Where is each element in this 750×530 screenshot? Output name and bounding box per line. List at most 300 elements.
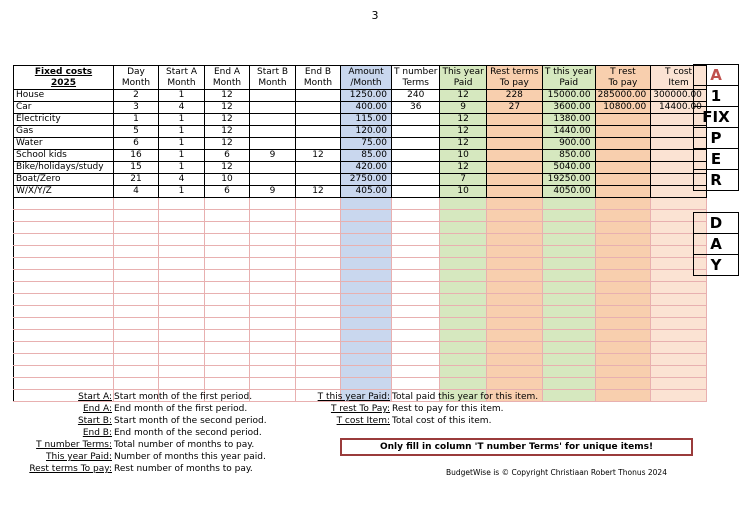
table-cell[interactable] — [296, 222, 341, 234]
table-cell[interactable] — [542, 198, 595, 210]
table-cell[interactable]: 10 — [205, 174, 250, 186]
table-cell[interactable] — [486, 246, 542, 258]
table-cell[interactable] — [392, 186, 440, 198]
table-cell[interactable] — [440, 258, 486, 270]
table-cell[interactable] — [542, 282, 595, 294]
table-cell[interactable] — [440, 366, 486, 378]
table-cell[interactable] — [341, 318, 392, 330]
table-cell[interactable] — [392, 306, 440, 318]
table-cell[interactable] — [651, 366, 707, 378]
table-cell[interactable]: 1440.00 — [542, 126, 595, 138]
table-cell[interactable] — [296, 306, 341, 318]
table-cell[interactable] — [159, 222, 205, 234]
table-cell[interactable] — [486, 114, 542, 126]
table-cell[interactable] — [205, 366, 250, 378]
table-cell[interactable]: 10 — [440, 150, 486, 162]
table-cell[interactable] — [159, 234, 205, 246]
table-cell[interactable]: 15000.00 — [542, 90, 595, 102]
table-cell[interactable] — [595, 282, 651, 294]
table-cell[interactable] — [296, 90, 341, 102]
table-cell[interactable] — [392, 318, 440, 330]
table-cell[interactable] — [341, 354, 392, 366]
table-cell[interactable] — [542, 318, 595, 330]
table-cell[interactable] — [651, 318, 707, 330]
table-cell[interactable] — [595, 186, 651, 198]
table-cell[interactable]: 12 — [205, 138, 250, 150]
table-cell[interactable] — [14, 330, 114, 342]
table-cell[interactable]: 1 — [159, 114, 205, 126]
table-cell[interactable] — [205, 318, 250, 330]
table-cell[interactable] — [159, 318, 205, 330]
table-cell[interactable] — [114, 318, 159, 330]
table-cell[interactable]: 4050.00 — [542, 186, 595, 198]
table-cell[interactable] — [341, 210, 392, 222]
table-cell[interactable] — [250, 114, 296, 126]
table-cell[interactable] — [159, 354, 205, 366]
table-cell[interactable]: 12 — [296, 186, 341, 198]
table-cell[interactable]: 4 — [159, 102, 205, 114]
table-cell[interactable] — [392, 114, 440, 126]
table-cell[interactable]: 14400.00 — [651, 102, 707, 114]
table-cell[interactable] — [392, 330, 440, 342]
table-cell[interactable] — [159, 282, 205, 294]
table-cell[interactable] — [14, 366, 114, 378]
table-cell[interactable] — [392, 210, 440, 222]
table-cell[interactable] — [114, 210, 159, 222]
table-cell[interactable] — [250, 282, 296, 294]
table-cell[interactable] — [159, 246, 205, 258]
table-cell[interactable] — [159, 210, 205, 222]
table-cell[interactable]: 3 — [114, 102, 159, 114]
table-cell[interactable] — [440, 330, 486, 342]
table-cell[interactable] — [14, 306, 114, 318]
table-cell[interactable] — [296, 294, 341, 306]
table-cell[interactable] — [114, 354, 159, 366]
table-cell[interactable] — [486, 174, 542, 186]
table-cell[interactable] — [440, 342, 486, 354]
table-cell[interactable] — [250, 306, 296, 318]
table-cell[interactable] — [542, 306, 595, 318]
table-cell[interactable] — [341, 222, 392, 234]
table-cell[interactable] — [205, 198, 250, 210]
table-cell[interactable] — [14, 210, 114, 222]
table-cell[interactable] — [341, 306, 392, 318]
table-cell[interactable] — [440, 294, 486, 306]
table-cell[interactable] — [595, 306, 651, 318]
table-cell[interactable] — [250, 210, 296, 222]
table-cell[interactable] — [595, 210, 651, 222]
table-cell[interactable] — [392, 342, 440, 354]
table-cell[interactable] — [542, 258, 595, 270]
table-cell[interactable]: 6 — [205, 186, 250, 198]
table-cell[interactable] — [296, 330, 341, 342]
table-cell[interactable]: 900.00 — [542, 138, 595, 150]
table-cell[interactable] — [250, 354, 296, 366]
table-cell[interactable] — [486, 150, 542, 162]
table-cell[interactable]: 10800.00 — [595, 102, 651, 114]
table-cell[interactable]: 405.00 — [341, 186, 392, 198]
table-cell[interactable] — [250, 234, 296, 246]
table-cell[interactable] — [14, 342, 114, 354]
table-cell[interactable] — [341, 330, 392, 342]
table-cell[interactable] — [595, 294, 651, 306]
table-cell[interactable] — [114, 222, 159, 234]
table-cell[interactable] — [486, 330, 542, 342]
table-cell[interactable] — [486, 354, 542, 366]
table-cell[interactable]: 1 — [159, 90, 205, 102]
table-cell[interactable] — [250, 258, 296, 270]
table-cell[interactable]: 4 — [114, 186, 159, 198]
table-cell[interactable] — [296, 114, 341, 126]
table-cell[interactable] — [159, 366, 205, 378]
table-cell[interactable] — [250, 294, 296, 306]
table-cell[interactable] — [486, 126, 542, 138]
table-cell[interactable] — [159, 306, 205, 318]
table-cell[interactable] — [250, 90, 296, 102]
table-cell[interactable] — [440, 282, 486, 294]
table-cell[interactable]: 1 — [159, 138, 205, 150]
table-cell[interactable] — [595, 318, 651, 330]
table-cell[interactable] — [341, 246, 392, 258]
table-cell[interactable] — [542, 294, 595, 306]
table-cell[interactable]: 6 — [114, 138, 159, 150]
table-cell[interactable]: 5040.00 — [542, 162, 595, 174]
table-cell[interactable] — [440, 378, 486, 390]
table-cell[interactable]: 120.00 — [341, 126, 392, 138]
table-cell[interactable] — [114, 270, 159, 282]
table-cell[interactable]: 9 — [250, 186, 296, 198]
table-cell[interactable] — [595, 114, 651, 126]
table-cell[interactable] — [392, 234, 440, 246]
table-cell[interactable] — [651, 378, 707, 390]
table-cell[interactable]: 12 — [440, 126, 486, 138]
table-cell[interactable]: 12 — [205, 102, 250, 114]
table-cell[interactable] — [296, 102, 341, 114]
table-cell[interactable] — [542, 390, 595, 402]
table-cell[interactable] — [296, 378, 341, 390]
table-cell[interactable] — [392, 126, 440, 138]
table-cell[interactable]: 228 — [486, 90, 542, 102]
table-cell[interactable] — [392, 354, 440, 366]
table-cell[interactable] — [114, 198, 159, 210]
table-cell[interactable] — [542, 222, 595, 234]
table-cell[interactable] — [486, 162, 542, 174]
table-cell[interactable] — [595, 162, 651, 174]
table-cell[interactable]: 1 — [159, 150, 205, 162]
table-cell[interactable] — [114, 378, 159, 390]
table-cell[interactable] — [205, 234, 250, 246]
table-cell[interactable] — [341, 282, 392, 294]
table-cell[interactable] — [486, 342, 542, 354]
table-cell[interactable]: 15 — [114, 162, 159, 174]
table-cell[interactable] — [205, 246, 250, 258]
table-cell[interactable]: 36 — [392, 102, 440, 114]
table-cell[interactable] — [341, 234, 392, 246]
table-cell[interactable] — [205, 210, 250, 222]
table-cell[interactable] — [114, 246, 159, 258]
table-cell[interactable] — [296, 366, 341, 378]
table-cell[interactable]: 400.00 — [341, 102, 392, 114]
table-cell[interactable] — [250, 174, 296, 186]
table-cell[interactable] — [159, 330, 205, 342]
table-cell[interactable]: 12 — [205, 126, 250, 138]
table-cell[interactable]: 300000.00 — [651, 90, 707, 102]
table-cell[interactable] — [296, 282, 341, 294]
table-cell[interactable] — [205, 222, 250, 234]
table-cell[interactable] — [159, 258, 205, 270]
table-cell[interactable]: 2750.00 — [341, 174, 392, 186]
table-cell[interactable] — [542, 246, 595, 258]
table-cell[interactable]: 7 — [440, 174, 486, 186]
table-cell[interactable] — [595, 390, 651, 402]
table-cell[interactable]: 6 — [205, 150, 250, 162]
table-cell[interactable] — [440, 222, 486, 234]
table-cell[interactable] — [595, 342, 651, 354]
table-cell[interactable]: 1 — [159, 126, 205, 138]
table-cell[interactable] — [341, 378, 392, 390]
table-cell[interactable]: 9 — [440, 102, 486, 114]
table-cell[interactable] — [250, 138, 296, 150]
table-cell[interactable]: Electricity — [14, 114, 114, 126]
table-cell[interactable] — [651, 294, 707, 306]
table-cell[interactable] — [296, 354, 341, 366]
table-cell[interactable] — [250, 198, 296, 210]
table-cell[interactable] — [595, 126, 651, 138]
table-cell[interactable] — [250, 378, 296, 390]
table-cell[interactable]: 2 — [114, 90, 159, 102]
table-cell[interactable] — [250, 270, 296, 282]
table-cell[interactable] — [14, 234, 114, 246]
table-cell[interactable] — [250, 222, 296, 234]
table-cell[interactable] — [159, 342, 205, 354]
table-cell[interactable]: Bike/holidays/study — [14, 162, 114, 174]
table-cell[interactable]: 85.00 — [341, 150, 392, 162]
table-cell[interactable]: 1 — [114, 114, 159, 126]
table-cell[interactable] — [159, 378, 205, 390]
table-cell[interactable] — [542, 366, 595, 378]
table-cell[interactable] — [14, 198, 114, 210]
table-cell[interactable] — [651, 354, 707, 366]
table-cell[interactable] — [542, 210, 595, 222]
table-cell[interactable] — [14, 258, 114, 270]
table-cell[interactable] — [486, 234, 542, 246]
table-cell[interactable] — [14, 222, 114, 234]
table-cell[interactable] — [595, 258, 651, 270]
table-cell[interactable]: 4 — [159, 174, 205, 186]
table-cell[interactable] — [651, 306, 707, 318]
table-cell[interactable] — [651, 390, 707, 402]
table-cell[interactable] — [542, 354, 595, 366]
table-cell[interactable] — [296, 234, 341, 246]
table-cell[interactable] — [392, 222, 440, 234]
table-cell[interactable] — [486, 306, 542, 318]
table-cell[interactable] — [595, 138, 651, 150]
table-cell[interactable] — [341, 366, 392, 378]
table-cell[interactable] — [159, 270, 205, 282]
table-cell[interactable] — [486, 378, 542, 390]
table-cell[interactable]: 12 — [205, 114, 250, 126]
table-cell[interactable]: 10 — [440, 186, 486, 198]
table-cell[interactable]: Gas — [14, 126, 114, 138]
table-cell[interactable] — [205, 270, 250, 282]
table-cell[interactable]: 3600.00 — [542, 102, 595, 114]
table-cell[interactable] — [440, 354, 486, 366]
table-cell[interactable] — [114, 282, 159, 294]
table-cell[interactable] — [341, 294, 392, 306]
table-cell[interactable] — [651, 282, 707, 294]
table-cell[interactable] — [392, 282, 440, 294]
table-cell[interactable] — [296, 246, 341, 258]
table-cell[interactable] — [542, 270, 595, 282]
table-cell[interactable] — [341, 270, 392, 282]
table-cell[interactable] — [296, 342, 341, 354]
table-cell[interactable]: 75.00 — [341, 138, 392, 150]
table-cell[interactable] — [296, 126, 341, 138]
table-cell[interactable] — [392, 270, 440, 282]
table-cell[interactable] — [486, 210, 542, 222]
table-cell[interactable] — [159, 294, 205, 306]
table-cell[interactable] — [296, 174, 341, 186]
table-cell[interactable] — [296, 258, 341, 270]
table-cell[interactable]: 27 — [486, 102, 542, 114]
table-cell[interactable] — [250, 126, 296, 138]
table-cell[interactable] — [296, 138, 341, 150]
table-cell[interactable]: 5 — [114, 126, 159, 138]
table-cell[interactable] — [114, 234, 159, 246]
table-cell[interactable] — [486, 198, 542, 210]
table-cell[interactable] — [595, 246, 651, 258]
table-cell[interactable] — [392, 366, 440, 378]
table-cell[interactable] — [205, 294, 250, 306]
table-cell[interactable] — [296, 270, 341, 282]
table-cell[interactable] — [595, 234, 651, 246]
table-cell[interactable] — [205, 354, 250, 366]
table-cell[interactable]: 420.00 — [341, 162, 392, 174]
table-cell[interactable] — [440, 306, 486, 318]
table-cell[interactable] — [440, 270, 486, 282]
table-cell[interactable] — [486, 318, 542, 330]
table-cell[interactable]: 9 — [250, 150, 296, 162]
table-cell[interactable]: Boat/Zero — [14, 174, 114, 186]
table-cell[interactable] — [651, 330, 707, 342]
table-cell[interactable] — [392, 162, 440, 174]
table-cell[interactable] — [392, 378, 440, 390]
table-cell[interactable] — [440, 198, 486, 210]
table-cell[interactable] — [595, 222, 651, 234]
table-cell[interactable]: 19250.00 — [542, 174, 595, 186]
table-cell[interactable]: Water — [14, 138, 114, 150]
table-cell[interactable] — [205, 282, 250, 294]
table-cell[interactable] — [250, 246, 296, 258]
table-cell[interactable] — [341, 342, 392, 354]
table-cell[interactable] — [14, 294, 114, 306]
table-cell[interactable] — [392, 258, 440, 270]
table-cell[interactable] — [392, 198, 440, 210]
table-cell[interactable] — [250, 102, 296, 114]
table-cell[interactable]: 12 — [296, 150, 341, 162]
table-cell[interactable] — [392, 150, 440, 162]
table-cell[interactable]: 850.00 — [542, 150, 595, 162]
table-cell[interactable]: 12 — [440, 138, 486, 150]
table-cell[interactable] — [296, 318, 341, 330]
table-cell[interactable] — [114, 366, 159, 378]
table-cell[interactable] — [14, 270, 114, 282]
table-cell[interactable]: 1 — [159, 162, 205, 174]
table-cell[interactable] — [14, 282, 114, 294]
table-cell[interactable] — [341, 198, 392, 210]
table-cell[interactable]: 1380.00 — [542, 114, 595, 126]
table-cell[interactable] — [296, 210, 341, 222]
table-cell[interactable] — [542, 378, 595, 390]
table-cell[interactable] — [250, 330, 296, 342]
table-cell[interactable]: 12 — [440, 162, 486, 174]
table-cell[interactable] — [595, 150, 651, 162]
table-cell[interactable] — [486, 138, 542, 150]
table-cell[interactable] — [595, 198, 651, 210]
table-cell[interactable] — [250, 342, 296, 354]
table-cell[interactable]: 12 — [205, 162, 250, 174]
table-cell[interactable] — [250, 366, 296, 378]
table-cell[interactable] — [14, 354, 114, 366]
table-cell[interactable]: 12 — [440, 90, 486, 102]
table-cell[interactable] — [250, 318, 296, 330]
table-cell[interactable] — [440, 246, 486, 258]
table-cell[interactable] — [486, 186, 542, 198]
table-cell[interactable] — [341, 258, 392, 270]
table-cell[interactable] — [159, 198, 205, 210]
table-cell[interactable] — [114, 306, 159, 318]
table-cell[interactable] — [486, 282, 542, 294]
table-cell[interactable] — [205, 258, 250, 270]
table-cell[interactable]: House — [14, 90, 114, 102]
table-cell[interactable] — [542, 234, 595, 246]
table-cell[interactable] — [595, 270, 651, 282]
table-cell[interactable]: 285000.00 — [595, 90, 651, 102]
table-cell[interactable]: School kids — [14, 150, 114, 162]
table-cell[interactable] — [392, 294, 440, 306]
table-cell[interactable]: Car — [14, 102, 114, 114]
table-cell[interactable]: 240 — [392, 90, 440, 102]
table-cell[interactable] — [14, 378, 114, 390]
table-cell[interactable] — [440, 210, 486, 222]
table-cell[interactable]: W/X/Y/Z — [14, 186, 114, 198]
table-cell[interactable] — [205, 306, 250, 318]
table-cell[interactable] — [486, 222, 542, 234]
table-cell[interactable] — [486, 294, 542, 306]
table-cell[interactable] — [392, 138, 440, 150]
table-cell[interactable] — [542, 330, 595, 342]
table-cell[interactable] — [114, 342, 159, 354]
table-cell[interactable] — [296, 198, 341, 210]
table-cell[interactable]: 12 — [440, 114, 486, 126]
table-cell[interactable]: 1250.00 — [341, 90, 392, 102]
table-cell[interactable] — [14, 318, 114, 330]
table-cell[interactable]: 115.00 — [341, 114, 392, 126]
table-cell[interactable] — [595, 174, 651, 186]
table-cell[interactable] — [440, 234, 486, 246]
table-cell[interactable] — [486, 270, 542, 282]
table-cell[interactable] — [114, 330, 159, 342]
table-cell[interactable] — [205, 342, 250, 354]
table-cell[interactable] — [205, 378, 250, 390]
table-cell[interactable] — [205, 330, 250, 342]
table-cell[interactable] — [651, 342, 707, 354]
table-cell[interactable]: 12 — [205, 90, 250, 102]
table-cell[interactable] — [392, 246, 440, 258]
table-cell[interactable] — [392, 174, 440, 186]
table-cell[interactable] — [14, 246, 114, 258]
table-cell[interactable] — [296, 162, 341, 174]
